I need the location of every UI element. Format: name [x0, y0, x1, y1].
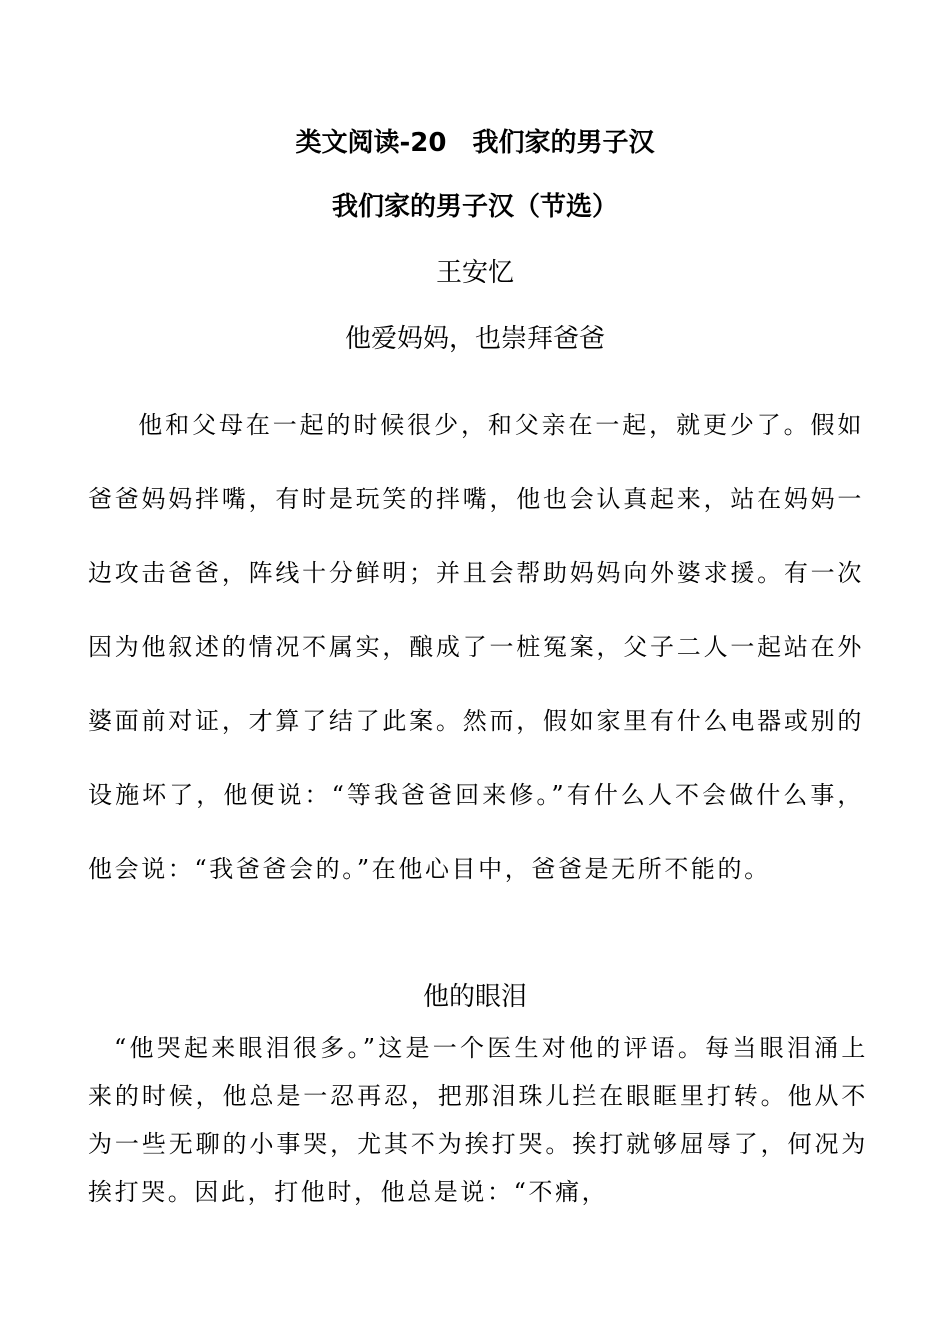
section-paragraph-2 — [88, 1024, 868, 1216]
section-text-2: “他哭起来眼泪很多。”这是一个医生对他的评语。每当眼泪涌上来的时候，他总是一忍再忍，把那泪珠儿拦在眼眶里打转。他从不为一些无聊的小事哭，尤其不为挨打哭。挨打就够屈辱了，何况为挨打哭。因此，打他时，他总是说：“不痛， — [88, 1034, 868, 1206]
section-text-1: 他和父母在一起的时候很少，和父亲在一起，就更少了。假如爸爸妈妈拌嘴，有时是玩笑的拌嘴，他也会认真起来，站在妈妈一边攻击爸爸，阵线十分鲜明；并且会帮助妈妈向外婆求援。有一次因为他叙述的情况不属实，酿成了一桩冤案，父子二人一起站在外婆面前对证，才算了结了此案。然而，假如家里有什么电器或别的设施坏了，他便说：“等我爸爸回来修。”有什么人不会做什么事，他会说：“我爸爸会的。”在他心目中，爸爸是无所不能的。 — [88, 411, 864, 883]
section-heading-1: 他爱妈妈，也崇拜爸爸 — [344, 324, 605, 354]
section-heading-2: 他的眼泪 — [422, 982, 527, 1012]
document-title: 类文阅读-20 我们家的男子汉 — [295, 128, 655, 158]
article-title: 我们家的男子汉（节选） — [331, 192, 618, 222]
author-name: 王安忆 — [435, 258, 514, 288]
section-paragraph-1 — [88, 388, 864, 906]
